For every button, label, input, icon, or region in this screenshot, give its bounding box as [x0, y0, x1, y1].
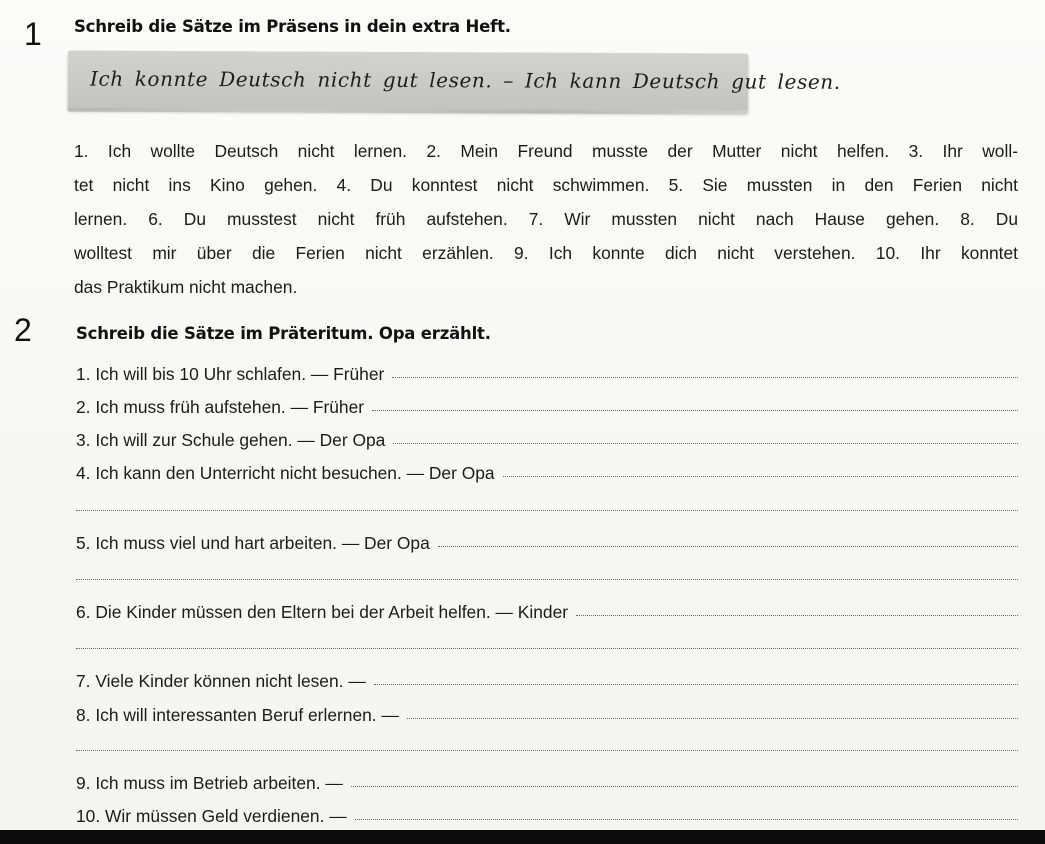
- exercise-2-number: 2: [14, 312, 32, 348]
- task-item: [76, 397, 1018, 417]
- task-text: 1. Ich will bis 10 Uhr schlafen. — Früher: [76, 364, 385, 384]
- sentence-line: 1. Ich wollte Deutsch nicht lernen. 2. Mein Freund musste der Mutter nicht helfen. 3. Ihr woll-: [74, 141, 1018, 161]
- task-item: [76, 463, 1018, 483]
- task-item: [76, 705, 1018, 725]
- exercise-1-number: 1: [24, 16, 42, 52]
- task-text: 6. Die Kinder müssen den Eltern bei der Arbeit helfen. — Kinder: [76, 602, 569, 622]
- answer-line-continuation[interactable]: [76, 509, 1018, 511]
- answer-line[interactable]: [374, 683, 1018, 685]
- task-text: 5. Ich muss viel und hart arbeiten. — Der Opa: [76, 533, 430, 553]
- sentence-line: tet nicht ins Kino gehen. 4. Du konntest nicht schwimmen. 5. Sie mussten in den Ferien nicht: [74, 175, 1018, 195]
- answer-line-continuation[interactable]: [76, 647, 1018, 649]
- task-item: [76, 806, 1018, 826]
- task-item: [76, 773, 1018, 793]
- answer-line-continuation[interactable]: [76, 578, 1018, 580]
- task-text: 2. Ich muss früh aufstehen. — Früher: [76, 397, 365, 417]
- answer-line[interactable]: [392, 376, 1018, 378]
- task-text: 3. Ich will zur Schule gehen. — Der Opa: [76, 430, 386, 450]
- answer-line[interactable]: [407, 717, 1018, 719]
- answer-line[interactable]: [576, 614, 1018, 616]
- answer-line[interactable]: [351, 785, 1018, 787]
- task-item: [76, 430, 1018, 450]
- sentence-line: wolltest mir über die Ferien nicht erzählen. 9. Ich konnte dich nicht verstehen. 10. Ihr konntet: [74, 243, 1018, 263]
- task-text: 4. Ich kann den Unterricht nicht besuchen. — Der Opa: [76, 463, 495, 483]
- task-item: [76, 533, 1018, 553]
- answer-line[interactable]: [372, 409, 1018, 411]
- bottom-edge-bar: [0, 830, 1045, 844]
- sentence-line: lernen. 6. Du musstest nicht früh aufstehen. 7. Wir mussten nicht nach Hause gehen. 8. Du: [74, 209, 1018, 229]
- answer-line[interactable]: [355, 818, 1018, 820]
- exercise-1-title: Schreib die Sätze im Präsens in dein extra Heft.: [74, 17, 511, 36]
- task-item: [76, 671, 1018, 691]
- answer-line[interactable]: [503, 475, 1018, 477]
- task-text: 7. Viele Kinder können nicht lesen. —: [76, 671, 366, 691]
- example-strip: [68, 51, 841, 112]
- task-text: 8. Ich will interessanten Beruf erlernen. —: [76, 705, 399, 725]
- sentence-line: das Praktikum nicht machen.: [74, 277, 298, 297]
- exercise-2-title: Schreib die Sätze im Präteritum. Opa erzählt.: [76, 324, 491, 343]
- task-text: 9. Ich muss im Betrieb arbeiten. —: [76, 773, 343, 793]
- task-text: 10. Wir müssen Geld verdienen. —: [76, 806, 347, 826]
- task-item: [76, 602, 1018, 622]
- answer-line[interactable]: [393, 442, 1018, 444]
- task-item: [76, 364, 1018, 384]
- answer-line[interactable]: [438, 545, 1018, 547]
- answer-line-continuation[interactable]: [76, 749, 1018, 751]
- example-sentence: Ich konnte Deutsch nicht gut lesen. – Ich kann Deutsch gut lesen.: [89, 66, 841, 94]
- exercise-1-sentences: [74, 134, 1018, 304]
